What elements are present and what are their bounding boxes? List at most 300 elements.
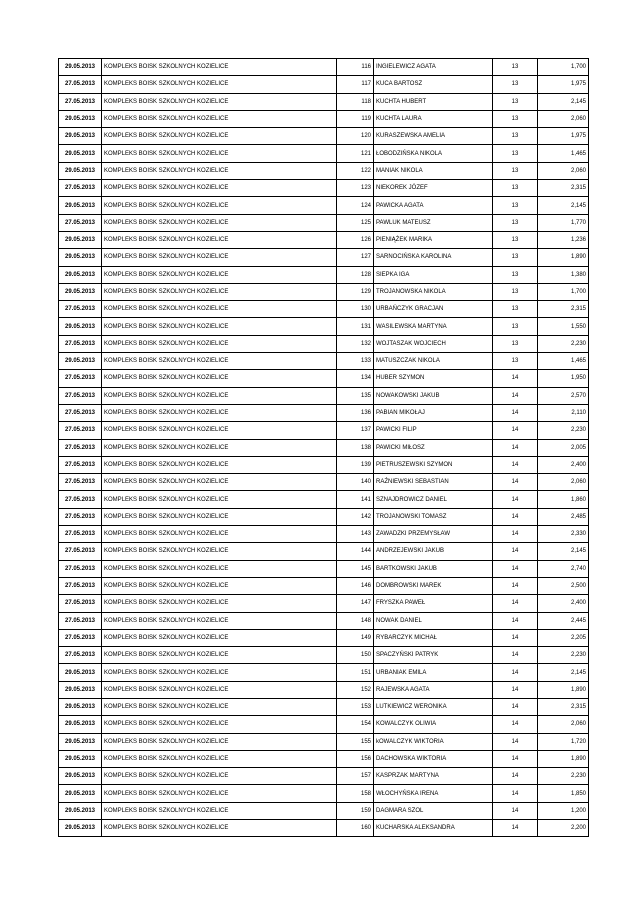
result-cell: 1,236 (538, 231, 589, 248)
age-cell: 14 (493, 456, 538, 473)
date-cell: 29.05.2013 (59, 231, 102, 248)
venue-cell: KOMPLEKS BOISK SZKOLNYCH KOZIELICE (102, 249, 337, 266)
result-cell: 1,890 (538, 249, 589, 266)
date-cell: 27.05.2013 (59, 508, 102, 525)
venue-cell: KOMPLEKS BOISK SZKOLNYCH KOZIELICE (102, 820, 337, 837)
entry-number-cell: 140 (337, 474, 374, 491)
result-cell: 2,005 (538, 439, 589, 456)
venue-cell: KOMPLEKS BOISK SZKOLNYCH KOZIELICE (102, 629, 337, 646)
participant-name-cell: LUTKIEWICZ WERONIKA (374, 698, 493, 715)
date-cell: 29.05.2013 (59, 802, 102, 819)
venue-cell: KOMPLEKS BOISK SZKOLNYCH KOZIELICE (102, 456, 337, 473)
table-row (59, 664, 589, 681)
participant-name-cell: RAJEWSKA AGATA (374, 681, 493, 698)
date-cell: 27.05.2013 (59, 543, 102, 560)
participant-name-cell: FRYSZKA PAWEŁ (374, 595, 493, 612)
participant-name-cell: TROJANOWSKA NIKOLA (374, 283, 493, 300)
result-cell: 1,975 (538, 128, 589, 145)
venue-cell: KOMPLEKS BOISK SZKOLNYCH KOZIELICE (102, 370, 337, 387)
age-cell: 14 (493, 491, 538, 508)
participant-name-cell: NIEKOREK JÓZEF (374, 180, 493, 197)
venue-cell: KOMPLEKS BOISK SZKOLNYCH KOZIELICE (102, 93, 337, 110)
age-cell: 14 (493, 422, 538, 439)
date-cell: 27.05.2013 (59, 301, 102, 318)
participant-name-cell: DOMBROWSKI MAREK (374, 577, 493, 594)
entry-number-cell: 148 (337, 612, 374, 629)
venue-cell: KOMPLEKS BOISK SZKOLNYCH KOZIELICE (102, 404, 337, 421)
entry-number-cell: 159 (337, 802, 374, 819)
venue-cell: KOMPLEKS BOISK SZKOLNYCH KOZIELICE (102, 128, 337, 145)
result-cell: 2,145 (538, 664, 589, 681)
entry-number-cell: 130 (337, 301, 374, 318)
participant-name-cell: NOWAK DANIEL (374, 612, 493, 629)
participant-name-cell: PAWICKI MIŁOSZ (374, 439, 493, 456)
venue-cell: KOMPLEKS BOISK SZKOLNYCH KOZIELICE (102, 802, 337, 819)
result-cell: 1,550 (538, 318, 589, 335)
participant-name-cell: NOWAKOWSKI JAKUB (374, 387, 493, 404)
participant-name-cell: SPACZYŃSKI PATRYK (374, 647, 493, 664)
result-cell: 2,230 (538, 335, 589, 352)
table-row (59, 560, 589, 577)
date-cell: 29.05.2013 (59, 664, 102, 681)
date-cell: 27.05.2013 (59, 577, 102, 594)
result-cell: 1,380 (538, 266, 589, 283)
date-cell: 29.05.2013 (59, 681, 102, 698)
participant-name-cell: DAGMARA SZOL (374, 802, 493, 819)
entry-number-cell: 145 (337, 560, 374, 577)
table-row (59, 249, 589, 266)
entry-number-cell: 138 (337, 439, 374, 456)
entry-number-cell: 137 (337, 422, 374, 439)
date-cell: 27.05.2013 (59, 387, 102, 404)
age-cell: 13 (493, 180, 538, 197)
venue-cell: KOMPLEKS BOISK SZKOLNYCH KOZIELICE (102, 214, 337, 231)
venue-cell: KOMPLEKS BOISK SZKOLNYCH KOZIELICE (102, 612, 337, 629)
age-cell: 13 (493, 128, 538, 145)
result-cell: 2,230 (538, 768, 589, 785)
participant-name-cell: SARNOCIŃSKA KAROLINA (374, 249, 493, 266)
table-row (59, 404, 589, 421)
participant-name-cell: WASILEWSKA MARTYNA (374, 318, 493, 335)
entry-number-cell: 120 (337, 128, 374, 145)
age-cell: 14 (493, 526, 538, 543)
result-cell: 1,890 (538, 681, 589, 698)
table-row (59, 301, 589, 318)
result-cell: 2,315 (538, 698, 589, 715)
age-cell: 13 (493, 301, 538, 318)
entry-number-cell: 141 (337, 491, 374, 508)
venue-cell: KOMPLEKS BOISK SZKOLNYCH KOZIELICE (102, 162, 337, 179)
result-cell: 2,205 (538, 629, 589, 646)
age-cell: 14 (493, 698, 538, 715)
entry-number-cell: 151 (337, 664, 374, 681)
result-cell: 2,060 (538, 716, 589, 733)
table-row (59, 750, 589, 767)
date-cell: 29.05.2013 (59, 698, 102, 715)
age-cell: 13 (493, 318, 538, 335)
date-cell: 27.05.2013 (59, 491, 102, 508)
participant-name-cell: KASPRZAK MARTYNA (374, 768, 493, 785)
date-cell: 27.05.2013 (59, 456, 102, 473)
age-cell: 14 (493, 785, 538, 802)
date-cell: 29.05.2013 (59, 785, 102, 802)
venue-cell: KOMPLEKS BOISK SZKOLNYCH KOZIELICE (102, 353, 337, 370)
date-cell: 29.05.2013 (59, 283, 102, 300)
participant-name-cell: KUCHTA HUBERT (374, 93, 493, 110)
result-cell: 1,200 (538, 802, 589, 819)
table-row (59, 681, 589, 698)
date-cell: 29.05.2013 (59, 197, 102, 214)
venue-cell: KOMPLEKS BOISK SZKOLNYCH KOZIELICE (102, 197, 337, 214)
venue-cell: KOMPLEKS BOISK SZKOLNYCH KOZIELICE (102, 716, 337, 733)
participant-name-cell: URBAŃCZYK GRACJAN (374, 301, 493, 318)
entry-number-cell: 144 (337, 543, 374, 560)
result-cell: 2,110 (538, 404, 589, 421)
table-row (59, 456, 589, 473)
table-row (59, 526, 589, 543)
result-cell: 2,060 (538, 162, 589, 179)
table-row (59, 508, 589, 525)
result-cell: 2,445 (538, 612, 589, 629)
venue-cell: KOMPLEKS BOISK SZKOLNYCH KOZIELICE (102, 422, 337, 439)
entry-number-cell: 118 (337, 93, 374, 110)
table-row (59, 820, 589, 837)
participant-name-cell: BARTKOWSKI JAKUB (374, 560, 493, 577)
date-cell: 27.05.2013 (59, 526, 102, 543)
entry-number-cell: 157 (337, 768, 374, 785)
date-cell: 27.05.2013 (59, 404, 102, 421)
result-cell: 2,400 (538, 595, 589, 612)
participant-name-cell: KURASZEWSKA AMELIA (374, 128, 493, 145)
date-cell: 29.05.2013 (59, 716, 102, 733)
age-cell: 13 (493, 335, 538, 352)
entry-number-cell: 153 (337, 698, 374, 715)
table-row (59, 214, 589, 231)
date-cell: 29.05.2013 (59, 110, 102, 127)
result-cell: 2,060 (538, 110, 589, 127)
table-row (59, 474, 589, 491)
date-cell: 29.05.2013 (59, 128, 102, 145)
participant-name-cell: TROJANOWSKI TOMASZ (374, 508, 493, 525)
age-cell: 14 (493, 629, 538, 646)
entry-number-cell: 149 (337, 629, 374, 646)
age-cell: 14 (493, 820, 538, 837)
age-cell: 13 (493, 162, 538, 179)
date-cell: 27.05.2013 (59, 560, 102, 577)
participant-name-cell: PABIAN MIKOŁAJ (374, 404, 493, 421)
venue-cell: KOMPLEKS BOISK SZKOLNYCH KOZIELICE (102, 577, 337, 594)
participant-name-cell: PAWICKA AGATA (374, 197, 493, 214)
age-cell: 14 (493, 508, 538, 525)
age-cell: 13 (493, 283, 538, 300)
venue-cell: KOMPLEKS BOISK SZKOLNYCH KOZIELICE (102, 439, 337, 456)
result-cell: 1,975 (538, 76, 589, 93)
entry-number-cell: 116 (337, 59, 374, 76)
entry-number-cell: 160 (337, 820, 374, 837)
date-cell: 27.05.2013 (59, 93, 102, 110)
table-row (59, 318, 589, 335)
table-row (59, 595, 589, 612)
entry-number-cell: 132 (337, 335, 374, 352)
entry-number-cell: 152 (337, 681, 374, 698)
entry-number-cell: 122 (337, 162, 374, 179)
participant-name-cell: ANDRZEJEWSKI JAKUB (374, 543, 493, 560)
result-cell: 2,500 (538, 577, 589, 594)
table-row (59, 422, 589, 439)
participant-name-cell: URBANIAK EMILA (374, 664, 493, 681)
entry-number-cell: 139 (337, 456, 374, 473)
date-cell: 29.05.2013 (59, 768, 102, 785)
age-cell: 14 (493, 560, 538, 577)
table-row (59, 785, 589, 802)
participant-name-cell: ŁOBODZIŃSKA NIKOLA (374, 145, 493, 162)
entry-number-cell: 155 (337, 733, 374, 750)
entry-number-cell: 124 (337, 197, 374, 214)
table-row (59, 647, 589, 664)
age-cell: 13 (493, 249, 538, 266)
date-cell: 27.05.2013 (59, 180, 102, 197)
table-row (59, 629, 589, 646)
venue-cell: KOMPLEKS BOISK SZKOLNYCH KOZIELICE (102, 283, 337, 300)
result-cell: 2,200 (538, 820, 589, 837)
date-cell: 29.05.2013 (59, 249, 102, 266)
table-row (59, 110, 589, 127)
result-cell: 1,860 (538, 491, 589, 508)
date-cell: 29.05.2013 (59, 750, 102, 767)
entry-number-cell: 121 (337, 145, 374, 162)
entry-number-cell: 154 (337, 716, 374, 733)
result-cell: 1,465 (538, 145, 589, 162)
result-cell: 1,700 (538, 59, 589, 76)
table-row (59, 59, 589, 76)
date-cell: 27.05.2013 (59, 214, 102, 231)
entry-number-cell: 119 (337, 110, 374, 127)
result-cell: 1,465 (538, 353, 589, 370)
participant-name-cell: MANIAK NIKOLA (374, 162, 493, 179)
age-cell: 14 (493, 387, 538, 404)
date-cell: 27.05.2013 (59, 335, 102, 352)
participant-name-cell: RAŹNIEWSKI SEBASTIAN (374, 474, 493, 491)
date-cell: 29.05.2013 (59, 318, 102, 335)
venue-cell: KOMPLEKS BOISK SZKOLNYCH KOZIELICE (102, 231, 337, 248)
date-cell: 29.05.2013 (59, 266, 102, 283)
entry-number-cell: 142 (337, 508, 374, 525)
table-row (59, 716, 589, 733)
table-row (59, 543, 589, 560)
result-cell: 2,740 (538, 560, 589, 577)
table-row (59, 197, 589, 214)
venue-cell: KOMPLEKS BOISK SZKOLNYCH KOZIELICE (102, 768, 337, 785)
result-cell: 2,145 (538, 93, 589, 110)
table-row (59, 577, 589, 594)
entry-number-cell: 143 (337, 526, 374, 543)
table-row (59, 128, 589, 145)
table-row (59, 612, 589, 629)
date-cell: 27.05.2013 (59, 76, 102, 93)
venue-cell: KOMPLEKS BOISK SZKOLNYCH KOZIELICE (102, 335, 337, 352)
age-cell: 14 (493, 733, 538, 750)
date-cell: 27.05.2013 (59, 629, 102, 646)
venue-cell: KOMPLEKS BOISK SZKOLNYCH KOZIELICE (102, 110, 337, 127)
table-row (59, 335, 589, 352)
result-cell: 2,315 (538, 301, 589, 318)
venue-cell: KOMPLEKS BOISK SZKOLNYCH KOZIELICE (102, 750, 337, 767)
participant-name-cell: SIEPKA IGA (374, 266, 493, 283)
result-cell: 1,720 (538, 733, 589, 750)
age-cell: 14 (493, 716, 538, 733)
date-cell: 29.05.2013 (59, 59, 102, 76)
result-cell: 2,330 (538, 526, 589, 543)
participant-name-cell: HUBER SZYMON (374, 370, 493, 387)
result-cell: 2,230 (538, 647, 589, 664)
date-cell: 27.05.2013 (59, 595, 102, 612)
table-row (59, 231, 589, 248)
participant-name-cell: PIETRUSZEWSKI SZYMON (374, 456, 493, 473)
table-row (59, 733, 589, 750)
participant-name-cell: kOWALCZYK WIKTORIA (374, 733, 493, 750)
participant-name-cell: KUCHTA LAURA (374, 110, 493, 127)
table-row (59, 283, 589, 300)
venue-cell: KOMPLEKS BOISK SZKOLNYCH KOZIELICE (102, 491, 337, 508)
venue-cell: KOMPLEKS BOISK SZKOLNYCH KOZIELICE (102, 301, 337, 318)
entry-number-cell: 135 (337, 387, 374, 404)
venue-cell: KOMPLEKS BOISK SZKOLNYCH KOZIELICE (102, 318, 337, 335)
age-cell: 14 (493, 439, 538, 456)
entry-number-cell: 128 (337, 266, 374, 283)
participant-name-cell: INGIELEWICZ AGATA (374, 59, 493, 76)
entry-number-cell: 133 (337, 353, 374, 370)
venue-cell: KOMPLEKS BOISK SZKOLNYCH KOZIELICE (102, 698, 337, 715)
age-cell: 14 (493, 681, 538, 698)
result-cell: 1,890 (538, 750, 589, 767)
entry-number-cell: 134 (337, 370, 374, 387)
result-cell: 2,485 (538, 508, 589, 525)
age-cell: 14 (493, 664, 538, 681)
table-row (59, 180, 589, 197)
date-cell: 27.05.2013 (59, 474, 102, 491)
venue-cell: KOMPLEKS BOISK SZKOLNYCH KOZIELICE (102, 785, 337, 802)
venue-cell: KOMPLEKS BOISK SZKOLNYCH KOZIELICE (102, 560, 337, 577)
entry-number-cell: 125 (337, 214, 374, 231)
date-cell: 27.05.2013 (59, 370, 102, 387)
venue-cell: KOMPLEKS BOISK SZKOLNYCH KOZIELICE (102, 595, 337, 612)
age-cell: 14 (493, 750, 538, 767)
participant-name-cell: MATUSZCZAK NIKOLA (374, 353, 493, 370)
venue-cell: KOMPLEKS BOISK SZKOLNYCH KOZIELICE (102, 681, 337, 698)
venue-cell: KOMPLEKS BOISK SZKOLNYCH KOZIELICE (102, 474, 337, 491)
venue-cell: KOMPLEKS BOISK SZKOLNYCH KOZIELICE (102, 664, 337, 681)
age-cell: 14 (493, 768, 538, 785)
participant-name-cell: SZNAJDROWICZ DANIEL (374, 491, 493, 508)
table-row (59, 802, 589, 819)
result-cell: 2,570 (538, 387, 589, 404)
entry-number-cell: 158 (337, 785, 374, 802)
table-row (59, 162, 589, 179)
age-cell: 13 (493, 59, 538, 76)
age-cell: 13 (493, 110, 538, 127)
date-cell: 27.05.2013 (59, 647, 102, 664)
table-row (59, 698, 589, 715)
result-cell: 2,315 (538, 180, 589, 197)
result-cell: 2,145 (538, 543, 589, 560)
age-cell: 13 (493, 76, 538, 93)
age-cell: 14 (493, 595, 538, 612)
venue-cell: KOMPLEKS BOISK SZKOLNYCH KOZIELICE (102, 526, 337, 543)
entry-number-cell: 150 (337, 647, 374, 664)
participant-name-cell: KOWALCZYK OLIWIA (374, 716, 493, 733)
participant-name-cell: PIENIĄŻEK MARIKA (374, 231, 493, 248)
table-row (59, 93, 589, 110)
results-table-body (59, 59, 589, 837)
age-cell: 14 (493, 370, 538, 387)
participant-name-cell: WŁOCHYŃSKA IRENA (374, 785, 493, 802)
age-cell: 13 (493, 266, 538, 283)
result-cell: 2,400 (538, 456, 589, 473)
result-cell: 2,060 (538, 474, 589, 491)
date-cell: 29.05.2013 (59, 145, 102, 162)
date-cell: 27.05.2013 (59, 612, 102, 629)
age-cell: 13 (493, 145, 538, 162)
entry-number-cell: 126 (337, 231, 374, 248)
venue-cell: KOMPLEKS BOISK SZKOLNYCH KOZIELICE (102, 508, 337, 525)
result-cell: 2,230 (538, 422, 589, 439)
age-cell: 14 (493, 802, 538, 819)
age-cell: 13 (493, 231, 538, 248)
entry-number-cell: 147 (337, 595, 374, 612)
participant-name-cell: DACHOWSKA WIKTORIA (374, 750, 493, 767)
participant-name-cell: KUCA BARTOSZ (374, 76, 493, 93)
result-cell: 1,850 (538, 785, 589, 802)
participant-name-cell: KUCHARSKA ALEKSANDRA (374, 820, 493, 837)
table-row (59, 76, 589, 93)
venue-cell: KOMPLEKS BOISK SZKOLNYCH KOZIELICE (102, 387, 337, 404)
age-cell: 14 (493, 474, 538, 491)
entry-number-cell: 129 (337, 283, 374, 300)
entry-number-cell: 117 (337, 76, 374, 93)
table-row (59, 353, 589, 370)
entry-number-cell: 146 (337, 577, 374, 594)
venue-cell: KOMPLEKS BOISK SZKOLNYCH KOZIELICE (102, 266, 337, 283)
age-cell: 14 (493, 543, 538, 560)
venue-cell: KOMPLEKS BOISK SZKOLNYCH KOZIELICE (102, 180, 337, 197)
result-cell: 1,950 (538, 370, 589, 387)
age-cell: 13 (493, 197, 538, 214)
age-cell: 14 (493, 577, 538, 594)
table-row (59, 439, 589, 456)
age-cell: 13 (493, 93, 538, 110)
venue-cell: KOMPLEKS BOISK SZKOLNYCH KOZIELICE (102, 543, 337, 560)
age-cell: 13 (493, 214, 538, 231)
date-cell: 29.05.2013 (59, 733, 102, 750)
date-cell: 27.05.2013 (59, 439, 102, 456)
entry-number-cell: 127 (337, 249, 374, 266)
venue-cell: KOMPLEKS BOISK SZKOLNYCH KOZIELICE (102, 59, 337, 76)
venue-cell: KOMPLEKS BOISK SZKOLNYCH KOZIELICE (102, 145, 337, 162)
result-cell: 1,700 (538, 283, 589, 300)
date-cell: 29.05.2013 (59, 353, 102, 370)
table-row (59, 370, 589, 387)
table-row (59, 266, 589, 283)
entry-number-cell: 136 (337, 404, 374, 421)
age-cell: 14 (493, 612, 538, 629)
participant-name-cell: RYBARCZYK MICHAŁ (374, 629, 493, 646)
table-row (59, 491, 589, 508)
date-cell: 27.05.2013 (59, 422, 102, 439)
table-row (59, 768, 589, 785)
age-cell: 13 (493, 353, 538, 370)
venue-cell: KOMPLEKS BOISK SZKOLNYCH KOZIELICE (102, 76, 337, 93)
date-cell: 29.05.2013 (59, 162, 102, 179)
